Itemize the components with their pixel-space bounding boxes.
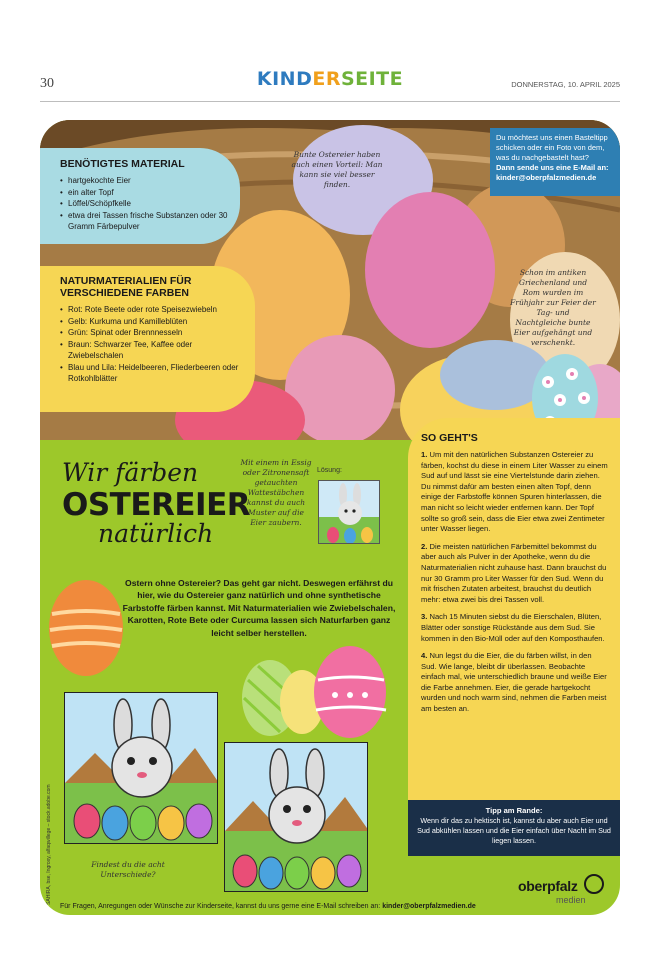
puzzle-image-right — [224, 742, 368, 892]
footer-email-link[interactable]: kinder@oberpfalzmedien.de — [382, 903, 476, 910]
page-number: 30 — [40, 76, 54, 91]
list-item: • etwa drei Tassen frische Substanzen oder 30 Gramm Färbepulver — [60, 210, 228, 233]
list-item: • hartgekochte Eier — [60, 175, 228, 187]
page-header — [40, 66, 620, 102]
list-item: • ein alter Topf — [60, 187, 228, 199]
egg-note: Bunte Ostereier haben auch einen Vorteil: Man kann sie viel besser finden. — [291, 150, 383, 189]
footer-text: Für Fragen, Anregungen oder Wünsche zur Kinderseite, kannst du uns gerne eine E-Mail schreiben an: — [60, 903, 381, 910]
vinegar-note: Mit einem in Essig oder Zitronensaft getauchten Wattestäbchen kannst du auch Muster auf die Eier zaubern. — [240, 458, 312, 527]
page-title — [62, 458, 251, 548]
side-tip-text: Wenn dir das zu hektisch ist, kannst du aber auch Eier und Sud abkühlen lassen und die Eier einfach über Nacht im Sud liegen lassen. — [417, 816, 611, 845]
instructions-box — [408, 418, 620, 808]
naturmaterialien-box — [40, 266, 255, 412]
logo-ring-icon — [584, 874, 604, 894]
instructions-title: SO GEHT'S — [421, 432, 478, 444]
egg-group-icon — [240, 640, 390, 740]
list-item: • Grün: Spinat oder Brennnesseln — [60, 327, 243, 339]
instruction-step: 3. Nach 15 Minuten siebst du die Eierschalen, Blüten, Blätter oder sonstige Rückstände aus dem Sud. Sie kommen in den Bio-Müll oder auf den Komposthaufen. — [421, 612, 605, 643]
side-tip-title: Tipp am Rande: — [485, 806, 543, 815]
side-tip-box — [408, 800, 620, 856]
material-title: BENÖTIGTES MATERIAL — [60, 158, 185, 170]
solution-label: Lösung: — [317, 467, 342, 474]
page-date: DONNERSTAG, 10. APRIL 2025 — [511, 80, 620, 89]
bunny-solution-image — [319, 481, 380, 544]
material-box — [40, 148, 240, 244]
section-title: KINDERSEITE — [256, 68, 404, 90]
tip-box — [490, 128, 620, 196]
tip-email-link[interactable]: kinder@oberpfalzmedien.de — [496, 173, 597, 182]
list-item: • Löffel/Schöpfkelle — [60, 198, 228, 210]
naturmaterialien-title: NATURMATERIALIEN FÜR VERSCHIEDENE FARBEN — [60, 275, 192, 299]
instruction-step: 2. Die meisten natürlichen Färbemittel bekommst du aber auch als Pulver in der Apotheke, wenn du die Naturmaterialien nicht zuhause hast. Dann brauchst du nur 30 Gramm pro Liter Wasser für den Sud. Wenn du mit frischen Zutaten arbeitest, brauchst du deutlich mehr: etwa zwei bis drei Tassen voll. — [421, 541, 607, 604]
bunny-puzzle-left — [65, 693, 218, 844]
naturmaterialien-list — [60, 304, 243, 385]
title-line-1: Wir färben — [62, 458, 199, 487]
list-item: • Braun: Schwarzer Tee, Kaffee oder Zwiebelschalen — [60, 339, 243, 362]
footer — [60, 903, 476, 910]
history-note: Schon im antiken Griechenland und Rom wurden im Frühjahr zur Feier der Tag- und Nachtgleiche bunte Eier aufgehängt und verschenkt. — [510, 268, 596, 347]
oberpfalz-logo: oberpfalz — [518, 878, 578, 894]
instruction-step: 4. Nun legst du die Eier, die du färben willst, in den Sud. Wie lange, bleibt dir überlassen. Beobachte einfach mal, wie unterschiedlich braune und weiße Eier die Farbe annehmen. Eier, die gerade hartgekocht wurden und noch warm sind, nehmen die Farben meist am besten an. — [421, 651, 607, 714]
intro-text: Ostern ohne Ostereier? Das geht gar nicht. Deswegen erfährst du hier, wie du Ostereier ganz natürlich und ohne synthetische Farbstoffe färben kannst. Mit Naturmaterialien wie Zwiebelschalen, Karotten, Rote Bete oder Curcuma lassen sich Naturfarben ganz leicht selber herstellen. — [122, 578, 396, 638]
puzzle-image-left — [64, 692, 218, 844]
kinderseite-panel — [40, 120, 620, 915]
material-list — [60, 175, 228, 233]
logo-subtitle: medien — [556, 895, 586, 905]
solution-thumbnail — [318, 480, 380, 544]
list-item: • Rot: Rote Beete oder rote Speisezwiebeln — [60, 304, 243, 316]
bunny-puzzle-right — [225, 743, 368, 892]
striped-egg-icon — [46, 578, 126, 678]
differences-note: Findest du die acht Unterschiede? — [91, 860, 165, 879]
tip-cta: Dann sende uns eine E-Mail an: — [496, 163, 609, 172]
tip-text: Du möchtest uns einen Basteltipp schicken oder ein Foto von dem, was du nachgebastelt hast? — [496, 133, 608, 162]
title-line-3: natürlich — [98, 519, 214, 548]
title-line-2: OSTEREIER — [62, 487, 251, 523]
list-item: • Gelb: Kurkuma und Kamilleblüten — [60, 316, 243, 328]
instruction-step: 1. Um mit den natürlichen Substanzen Ostereier zu färben, kochst du diese in einem Liter Wasser zu einem Sud auf und lässt sie eine Viertelstunde darin ziehen. Du nimmst dafür am besten einen alten Topf, denn einige der Farbstoffe können Spuren hinterlassen, die man nicht so leicht wieder entfernen kann. Der Topf sollte so groß sein, dass die Eier etwa zwei Zentimeter unter Wasser liegen. — [421, 450, 608, 534]
photo-credit: © SAHIRA, bse, Ingroxy, alfaqwillege – stock.adobe.com — [46, 784, 52, 910]
list-item: • Blau und Lila: Heidelbeeren, Fliederbeeren oder Rotkohlblätter — [60, 362, 243, 385]
